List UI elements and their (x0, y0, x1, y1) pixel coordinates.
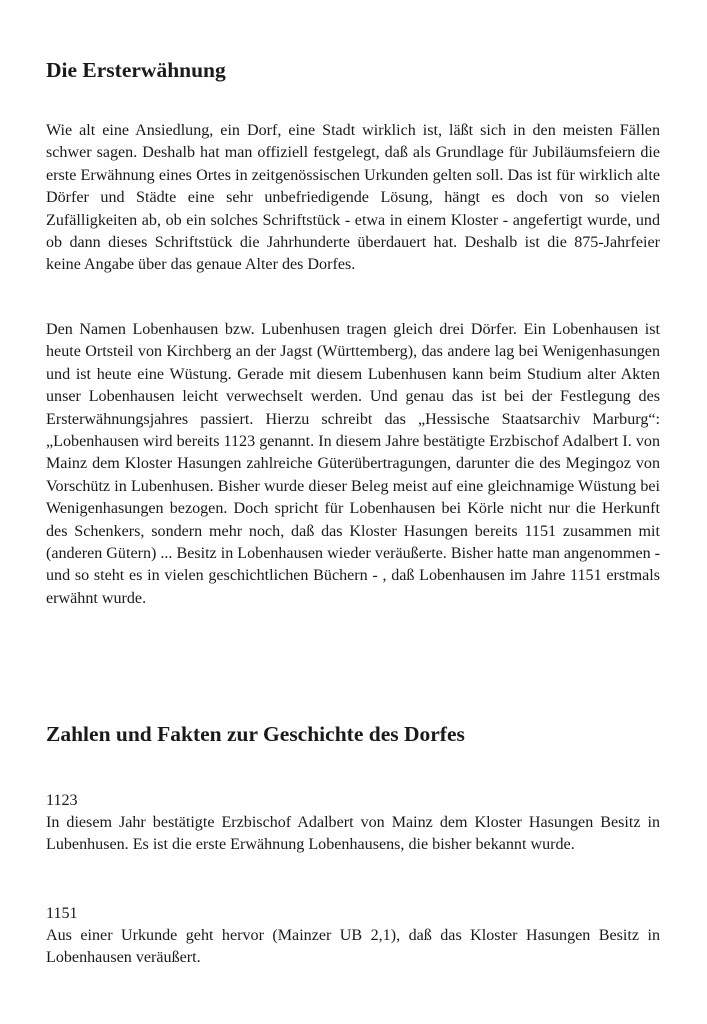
section-heading-ersterwaehnung: Die Ersterwähnung (46, 58, 226, 82)
entry-year-1123: 1123 (46, 792, 78, 809)
entry-year-1151: 1151 (46, 905, 78, 922)
entry-text-1151: Aus einer Urkunde geht hervor (Mainzer UB 2,1), daß das Kloster Hasungen Besitz in Lobenhausen veräußert. (46, 927, 660, 967)
entry-text-1123: In diesem Jahr bestätigte Erzbischof Adalbert von Mainz dem Kloster Hasungen Besitz in Lubenhusen. Es ist die erste Erwähnung Lobenhausens, die bisher bekannt wurde. (46, 814, 660, 854)
section-heading-zahlen-fakten: Zahlen und Fakten zur Geschichte des Dorfes (46, 722, 465, 746)
paragraph-intro: Wie alt eine Ansiedlung, ein Dorf, eine Stadt wirklich ist, läßt sich in den meisten Fällen schwer sagen. Deshalb hat man offiziell festgelegt, daß als Grundlage für Jubiläumsfeiern die erste Erwähnung eines Ortes in zeitgenössischen Urkunden gelten soll. Das ist für wirklich alte Dörfer und Städte eine sehr unbefriedigende Lösung, hängt es doch von so vielen Zufälligkeiten ab, ob ein solches Schriftstück - etwa in einem Kloster - angefertigt wurde, und ob dann dieses Schriftstück die Jahrhunderte überdauert hat. Deshalb ist die 875-Jahrfeier keine Angabe über das genaue Alter des Dorfes. (46, 122, 660, 274)
paragraph-lobenhausen-names: Den Namen Lobenhausen bzw. Lubenhusen tragen gleich drei Dörfer. Ein Lobenhausen ist heute Ortsteil von Kirchberg an der Jagst (Württemberg), das andere lag bei Wenigenhasungen und ist heute eine Wüstung. Gerade mit diesem Lubenhusen kann beim Studium alter Akten unser Lobenhausen leicht verwechselt werden. Und genau das ist bei der Festlegung des Ersterwähnungsjahres passiert. Hierzu schreibt das „Hessische Staatsarchiv Marburg“: „Lobenhausen wird bereits 1123 genannt. In diesem Jahre bestätigte Erzbischof Adalbert I. von Mainz dem Kloster Hasungen zahlreiche Güterübertragungen, darunter die des Megingoz von Vorschütz in Lubenhusen. Bisher wurde dieser Beleg meist auf eine gleichnamige Wüstung bei Wenigenhasungen bezogen. Doch spricht für Lobenhausen bei Körle nicht nur die Herkunft des Schenkers, sondern mehr noch, daß das Kloster Hasungen bereits 1151 zusammen mit (anderen Gütern) ... Besitz in Lobenhausen wieder veräußerte. Bisher hatte man angenommen - und so steht es in vielen geschichtlichen Büchern - , daß Lobenhausen im Jahre 1151 erstmals erwähnt wurde. (46, 321, 661, 607)
